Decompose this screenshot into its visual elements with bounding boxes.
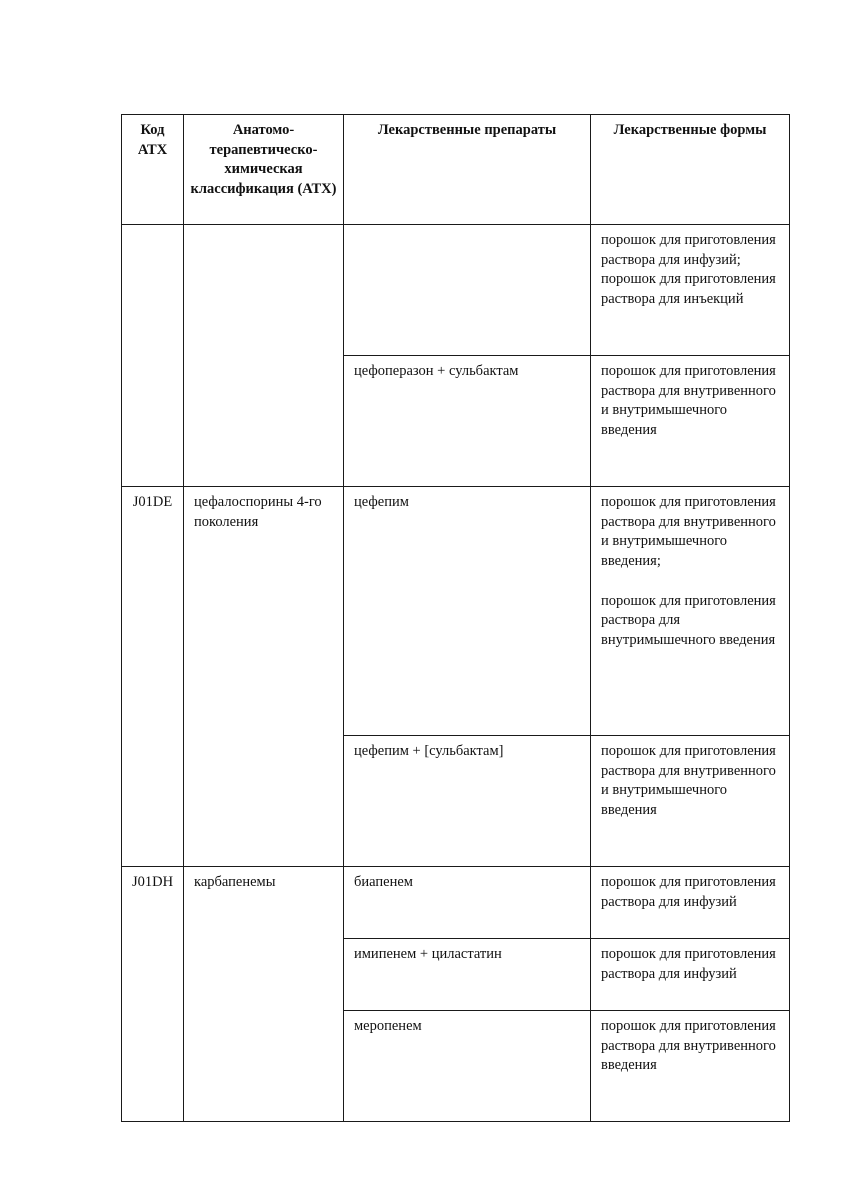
drug-name-cell: цефепим [344, 487, 591, 736]
dosage-form-text: порошок для приготовления раствора для внутривенного введения [601, 1018, 776, 1074]
atx-code-cell: J01DE [122, 487, 184, 867]
dosage-form-cell [591, 487, 790, 736]
atx-code-cell: J01DH [122, 867, 184, 1122]
dosage-form-cell [591, 939, 790, 1011]
header-code: Код АТХ [122, 115, 184, 225]
drug-name-cell: биапенем [344, 867, 591, 939]
drug-name-cell: меропенем [344, 1011, 591, 1122]
atx-classification-cell: цефалоспорины 4-го поколения [184, 487, 344, 867]
header-forms: Лекарственные формы [591, 115, 790, 225]
header-row [122, 115, 790, 225]
header-drugs: Лекарственные препараты [344, 115, 591, 225]
dosage-form-cell [591, 1011, 790, 1122]
drug-name-cell: цефепим + [сульбактам] [344, 736, 591, 867]
dosage-form-text: порошок для приготовления раствора для внутривенного и внутримышечного введения; [601, 494, 776, 570]
table-row [122, 867, 790, 939]
table-row [122, 487, 790, 736]
atx-classification-cell [184, 225, 344, 487]
drug-name-cell: цефоперазон + сульбактам [344, 356, 591, 487]
dosage-form-cell [591, 867, 790, 939]
header-classification: Анатомо-терапевтическо-химическая классификация (АТХ) [184, 115, 344, 225]
table-body [122, 225, 790, 1122]
drug-name-cell [344, 225, 591, 356]
atx-code-cell [122, 225, 184, 487]
dosage-form-text: порошок для приготовления раствора для инфузий; порошок для приготовления раствора для инъекций [601, 232, 776, 308]
table-row [122, 225, 790, 356]
dosage-form-text: порошок для приготовления раствора для внутривенного и внутримышечного введения [601, 363, 776, 439]
dosage-form-text: порошок для приготовления раствора для внутривенного и внутримышечного введения [601, 743, 776, 819]
dosage-form-text: порошок для приготовления раствора для инфузий [601, 874, 776, 910]
dosage-form-cell [591, 736, 790, 867]
dosage-form-cell [591, 225, 790, 356]
dosage-form-text: порошок для приготовления раствора для внутримышечного введения [601, 592, 776, 648]
dosage-form-text: порошок для приготовления раствора для инфузий [601, 946, 776, 982]
dosage-form-cell [591, 356, 790, 487]
atx-drug-table [121, 114, 790, 1122]
drug-name-cell: имипенем + циластатин [344, 939, 591, 1011]
atx-classification-cell: карбапенемы [184, 867, 344, 1122]
table-header [122, 115, 790, 225]
